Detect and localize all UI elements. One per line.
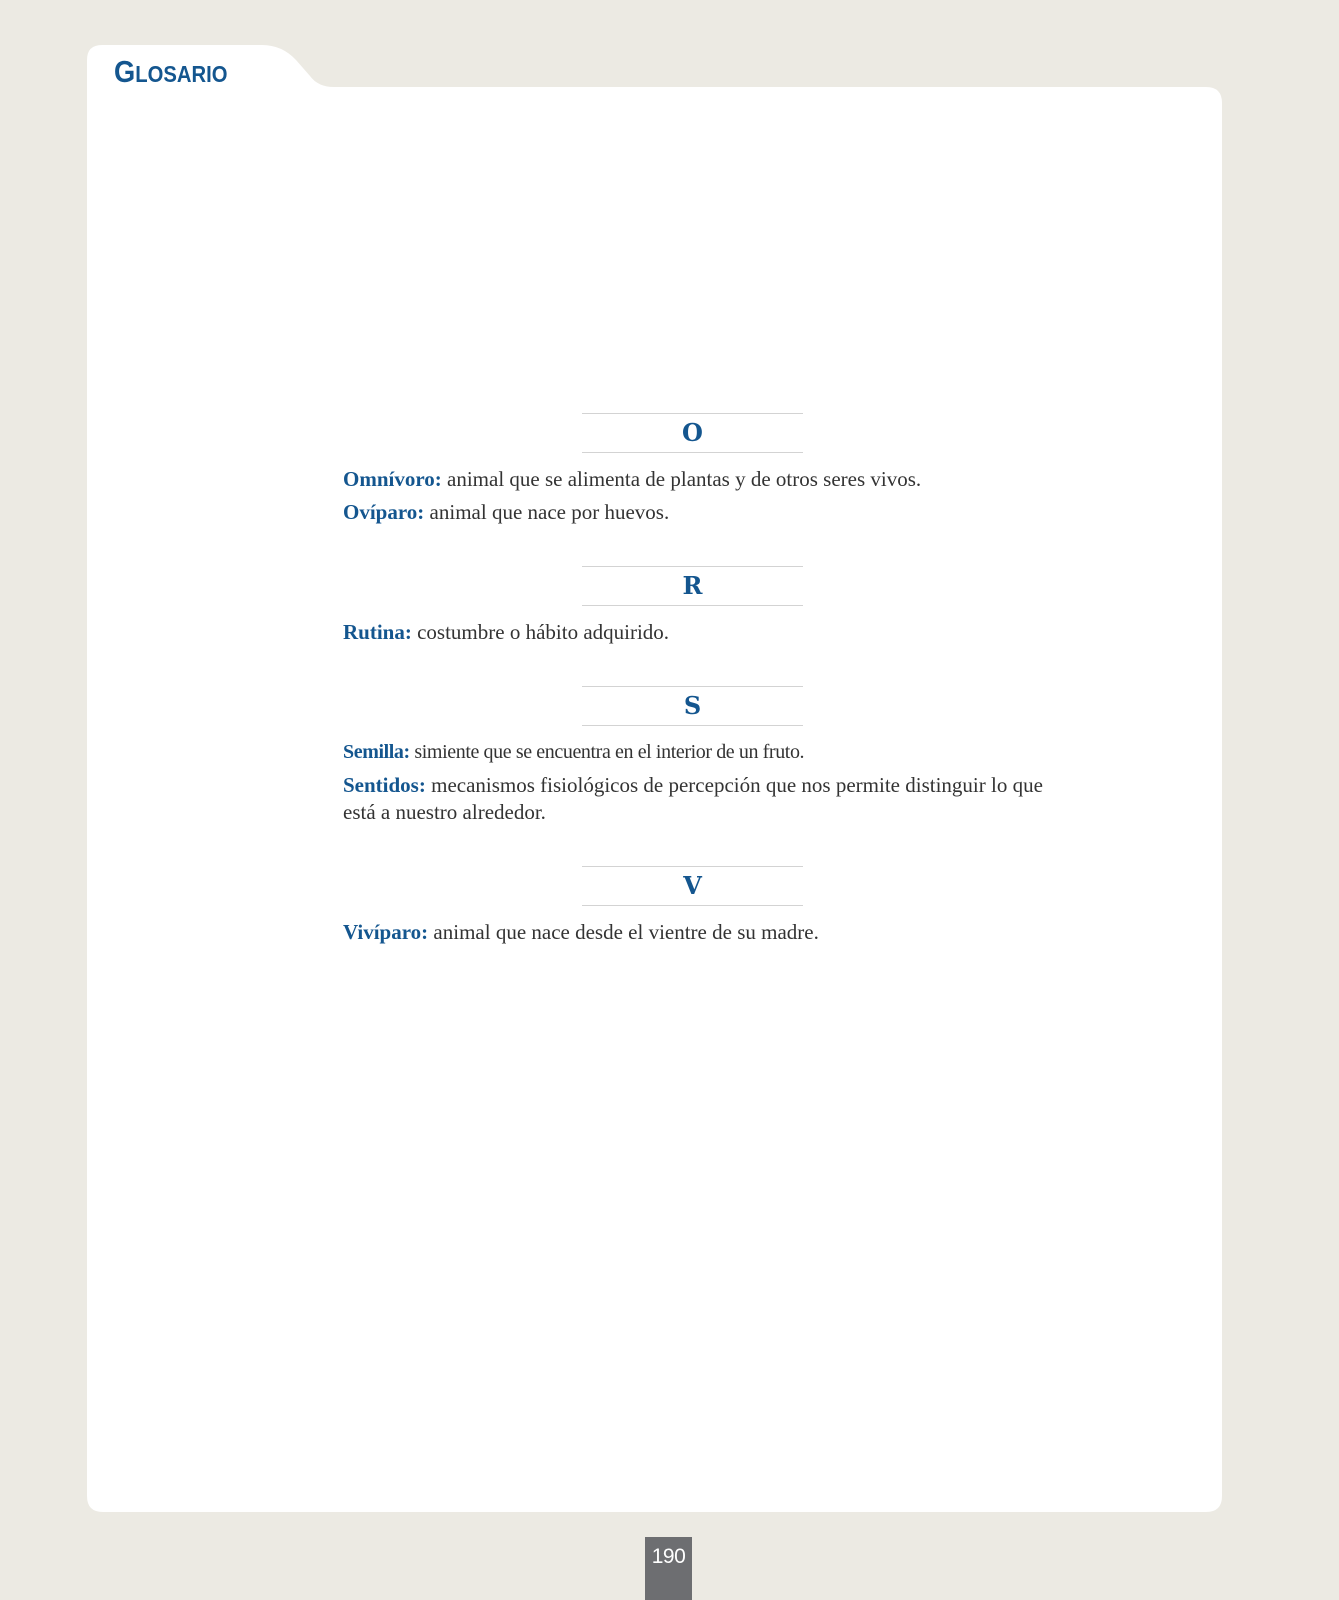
- page-title: [114, 54, 227, 90]
- entry-term: Semilla:: [343, 741, 410, 763]
- glossary-entry: [343, 919, 1063, 946]
- glossary-entry: [343, 499, 1063, 526]
- glossary-entry: [343, 772, 1063, 826]
- entry-definition: costumbre o hábito adquirido.: [411, 620, 670, 644]
- entry-definition: animal que se alimenta de plantas y de otros seres vivos.: [441, 467, 922, 491]
- entry-definition: mecanismos fisiológicos de percepción que nos permite distinguir lo que está a nuestro alrededor.: [343, 773, 1043, 824]
- page-number: 190: [651, 1545, 686, 1568]
- entry-definition: animal que nace por huevos.: [424, 500, 670, 524]
- page-title-initial: G: [114, 54, 136, 89]
- glossary-entry: [343, 466, 1063, 493]
- entry-definition: animal que nace desde el vientre de su madre.: [428, 920, 819, 944]
- glossary-entry: [343, 619, 1063, 646]
- section-letter-v: V: [582, 866, 803, 906]
- entry-term: Sentidos:: [343, 773, 426, 797]
- section-letter-s: S: [582, 686, 803, 726]
- entry-definition: simiente que se encuentra en el interior de un fruto.: [409, 741, 805, 763]
- entry-term: Ovíparo:: [343, 500, 425, 524]
- entry-term: Omnívoro:: [343, 467, 442, 491]
- glossary-entry: [343, 739, 1063, 766]
- entry-term: Vivíparo:: [343, 920, 429, 944]
- section-letter-o: O: [582, 413, 803, 453]
- page-title-rest: LOSARIO: [135, 61, 228, 87]
- entry-term: Rutina:: [343, 620, 412, 644]
- section-letter-r: R: [582, 566, 803, 606]
